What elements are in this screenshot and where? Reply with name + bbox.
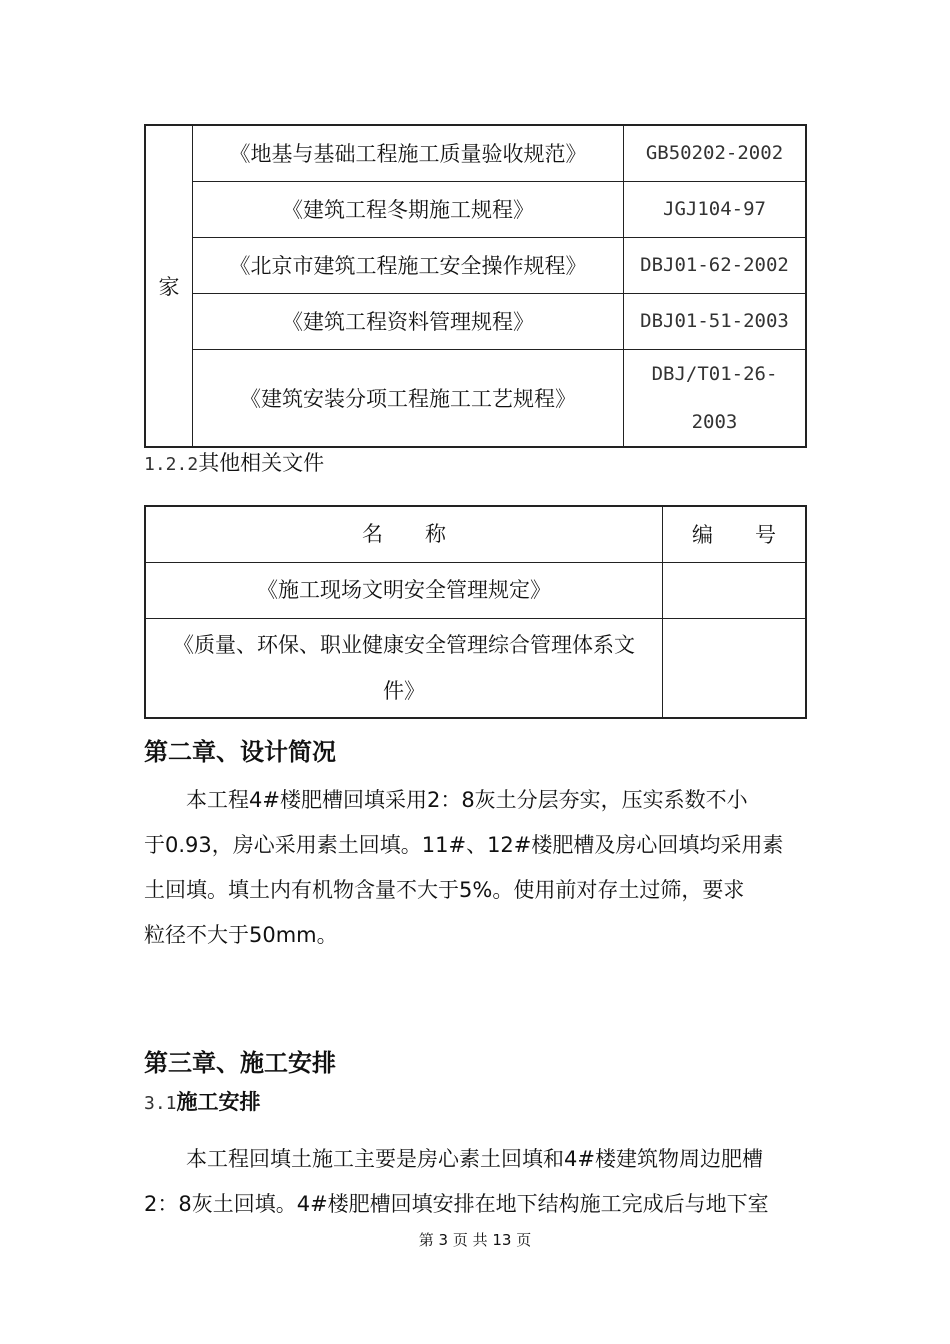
category-cell: 家 [145, 125, 193, 447]
document-name-line: 件》 [383, 678, 425, 703]
section-heading-1-2-2 [144, 447, 324, 477]
standard-name: 《建筑安装分项工程施工工艺规程》 [193, 349, 624, 447]
header-name: 名 称 [145, 506, 663, 562]
standard-code [624, 349, 807, 447]
paragraph-line: 本工程4#楼肥槽回填采用2：8灰土分层夯实，压实系数不小 [144, 788, 748, 812]
section-title: 施工安排 [176, 1090, 261, 1114]
standard-code-line: DBJ/T01-26- [651, 362, 778, 385]
standard-name: 《建筑工程资料管理规程》 [193, 293, 624, 349]
chapter-2-title: 第二章、设计简况 [144, 738, 336, 766]
document-code [663, 618, 807, 718]
standard-code: DBJ01-62-2002 [624, 237, 807, 293]
chapter-3-paragraph [144, 1137, 804, 1227]
page-footer: 第 3 页 共 13 页 [418, 1231, 532, 1249]
standard-code: GB50202-2002 [624, 125, 807, 181]
header-code: 编 号 [663, 506, 807, 562]
document-name [145, 618, 663, 718]
paragraph-line: 本工程回填土施工主要是房心素土回填和4#楼建筑物周边肥槽 [144, 1147, 763, 1171]
standard-name: 《地基与基础工程施工质量验收规范》 [193, 125, 624, 181]
chapter-3-title: 第三章、施工安排 [144, 1049, 336, 1077]
paragraph-line: 粒径不大于50mm。 [144, 923, 338, 947]
standard-name: 《北京市建筑工程施工安全操作规程》 [193, 237, 624, 293]
section-title: 其他相关文件 [198, 451, 325, 475]
standard-code: JGJ104-97 [624, 181, 807, 237]
paragraph-line: 2：8灰土回填。4#楼肥槽回填安排在地下结构施工完成后与地下室 [144, 1192, 769, 1216]
document-name-line: 《质量、环保、职业健康安全管理综合管理体系文 [173, 632, 635, 657]
standard-code: DBJ01-51-2003 [624, 293, 807, 349]
section-heading-3-1 [144, 1086, 261, 1116]
document-name: 《施工现场文明安全管理规定》 [145, 562, 663, 618]
standards-table [144, 124, 807, 448]
section-number: 3.1 [144, 1093, 177, 1114]
paragraph-line: 于0.93，房心采用素土回填。11#、12#楼肥槽及房心回填均采用素 [144, 833, 784, 857]
standard-code-line: 2003 [691, 410, 738, 433]
section-number: 1.2.2 [144, 454, 199, 475]
other-documents-table [144, 505, 807, 719]
paragraph-line: 土回填。填土内有机物含量不大于5%。使用前对存土过筛，要求 [144, 878, 745, 902]
document-code [663, 562, 807, 618]
standard-name: 《建筑工程冬期施工规程》 [193, 181, 624, 237]
chapter-2-paragraph [144, 778, 804, 958]
